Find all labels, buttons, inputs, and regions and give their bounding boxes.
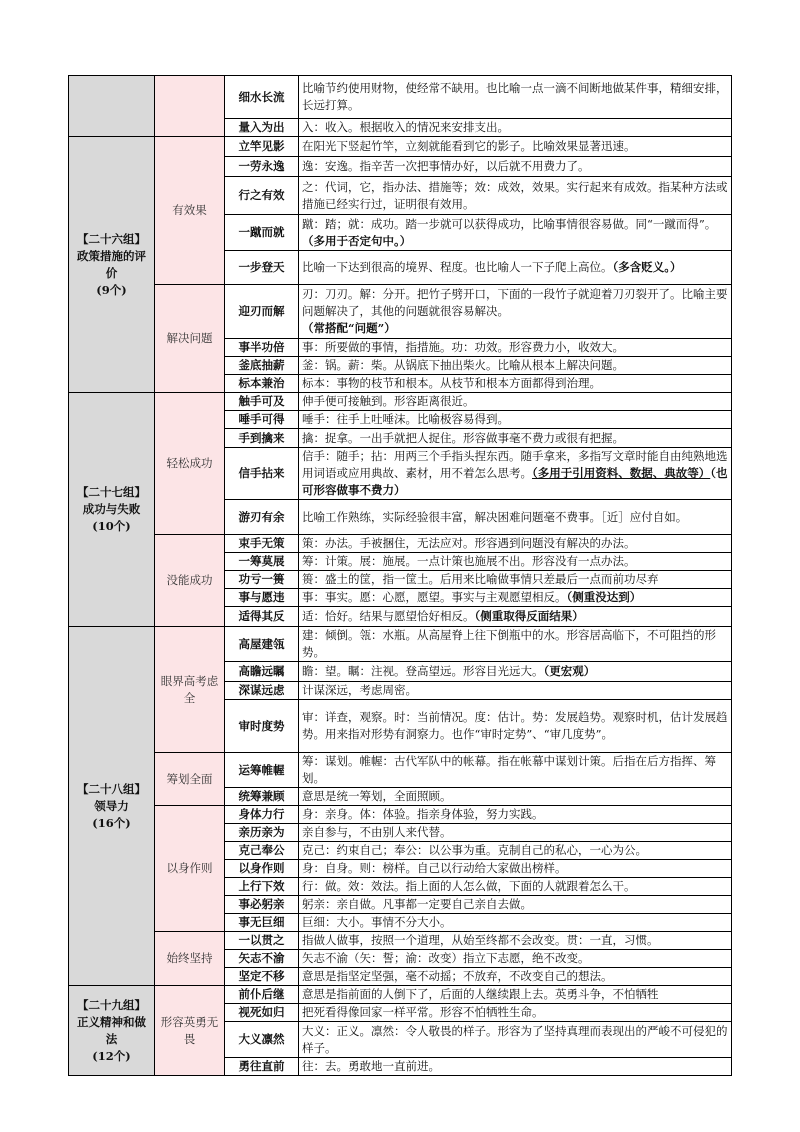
definition-cell: 伸手便可接触到。形容距离很近。 xyxy=(299,393,732,411)
idiom-cell: 事必躬亲 xyxy=(225,896,299,914)
idiom-cell: 深谋远虑 xyxy=(225,682,299,700)
group-title: 【二十九组】正义精神和做法 xyxy=(77,997,146,1046)
usage-note: （更宏观） xyxy=(543,664,596,678)
definition-cell: 入：收入。根据收入的情况来安排支出。 xyxy=(299,119,732,137)
subgroup-cell: 眼界高考虑全 xyxy=(155,627,225,753)
definition-cell: 身：亲身。体：体验。指亲身体验，努力实践。 xyxy=(299,806,732,824)
table-row xyxy=(69,753,732,788)
group-cell xyxy=(69,393,155,627)
definition-text: 信手：随手；拈：用两三个手指头捏东西。随手拿来，多指写文章时能自由纯熟地选用词语或应用典故、素材，用不着怎么思考。 xyxy=(302,449,728,480)
definition-cell xyxy=(299,607,732,627)
idiom-cell: 适得其反 xyxy=(225,607,299,627)
definition-cell: 在阳光下竖起竹竿，立刻就能看到它的影子。比喻效果显著迅速。 xyxy=(299,137,732,157)
table-row xyxy=(69,627,732,662)
definition-cell: 逸：安逸。指辛苦一次把事情办好，以后就不用费力了。 xyxy=(299,157,732,177)
idiom-cell: 一蹴而就 xyxy=(225,215,299,251)
definition-cell: 计谋深远，考虑周密。 xyxy=(299,682,732,700)
definition-cell: 意思是指坚定坚强，毫不动摇；不放弃，不改变自己的想法。 xyxy=(299,968,732,986)
usage-note: （侧重没达到） xyxy=(566,590,642,604)
table-row xyxy=(69,932,732,950)
group-cell xyxy=(69,76,155,137)
definition-cell: 大义：正义。凛然：令人敬畏的样子。形容为了坚持真理而表现出的严峻不可侵犯的样子。 xyxy=(299,1022,732,1058)
definition-cell xyxy=(299,589,732,607)
table-row xyxy=(69,76,732,119)
subgroup-cell: 解决问题 xyxy=(155,285,225,393)
definition-text: 瞻：望。瞩：注视。登高望远。形容目光远大。 xyxy=(302,664,544,678)
idiom-cell: 审时度势 xyxy=(225,700,299,753)
group-cell xyxy=(69,137,155,393)
table-row xyxy=(69,806,732,824)
usage-note: （多用于引用资料、数据、典故等） xyxy=(532,466,711,480)
idiom-cell: 游刃有余 xyxy=(225,500,299,535)
definition-cell: 意思是统一筹划，全面照顾。 xyxy=(299,788,732,806)
group-count: (16个) xyxy=(92,815,131,830)
idiom-cell: 束手无策 xyxy=(225,535,299,553)
idiom-cell: 一步登天 xyxy=(225,251,299,285)
definition-text: 事：事实。愿：心愿，愿望。事实与主观愿望相反。 xyxy=(302,590,567,604)
idiom-cell: 一筹莫展 xyxy=(225,553,299,571)
subgroup-cell: 轻松成功 xyxy=(155,393,225,535)
definition-cell: 指做人做事，按照一个道理，从始至终都不会改变。贯：一直，习惯。 xyxy=(299,932,732,950)
idiom-cell: 亲历亲为 xyxy=(225,824,299,842)
definition-cell: 擒：捉拿。一出手就把人捉住。形容做事毫不费力或很有把握。 xyxy=(299,429,732,448)
idiom-cell: 信手拈来 xyxy=(225,448,299,500)
idiom-cell: 身体力行 xyxy=(225,806,299,824)
definition-cell: 行：做。效：效法。指上面的人怎么做，下面的人就跟着怎么干。 xyxy=(299,878,732,896)
idiom-cell: 手到擒来 xyxy=(225,429,299,448)
definition-text: 蹴：踏；就：成功。踏一步就可以获得成功，比喻事情很容易做。同“一蹴而得”。 xyxy=(302,216,717,231)
idiom-cell: 迎刃而解 xyxy=(225,285,299,339)
subgroup-cell: 没能成功 xyxy=(155,535,225,627)
definition-cell: 比喻工作熟练，实际经验很丰富，解决困难问题毫不费事。［近］应付自如。 xyxy=(299,500,732,535)
definition-cell: 审：详查，观察。时：当前情况。度：估计。势：发展趋势。观察时机，估计发展趋势。用来指对形势有洞察力。也作“审时定势”、“审几度势”。 xyxy=(299,700,732,753)
definition-cell: 筹：计策。展：施展。一点计策也施展不出。形容没有一点办法。 xyxy=(299,553,732,571)
subgroup-cell: 有效果 xyxy=(155,137,225,285)
idiom-cell: 勇往直前 xyxy=(225,1058,299,1076)
table-row xyxy=(69,137,732,157)
idiom-cell: 前仆后继 xyxy=(225,986,299,1004)
definition-cell: 意思是指前面的人倒下了，后面的人继续跟上去。英勇斗争，不怕牺牲 xyxy=(299,986,732,1004)
idiom-cell: 高瞻远瞩 xyxy=(225,662,299,682)
definition-cell: 唾手：往手上吐唾沫。比喻极容易得到。 xyxy=(299,411,732,429)
idiom-cell: 标本兼治 xyxy=(225,375,299,393)
table-row xyxy=(69,535,732,553)
definition-cell: 往：去。勇敢地一直前进。 xyxy=(299,1058,732,1076)
idiom-cell: 大义凛然 xyxy=(225,1022,299,1058)
idiom-cell: 功亏一篑 xyxy=(225,571,299,589)
idiom-cell: 一以贯之 xyxy=(225,932,299,950)
usage-note-2: （也可形容做事不费力） xyxy=(302,466,728,497)
definition-cell xyxy=(299,215,732,251)
subgroup-cell: 以身作则 xyxy=(155,806,225,932)
subgroup-cell xyxy=(155,76,225,137)
definition-cell: 之：代词，它，指办法、措施等；效：成效，效果。实行起来有成效。指某种方法或措施已经实行过，证明很有效用。 xyxy=(299,177,732,215)
usage-note: （多用于否定句中。） xyxy=(302,233,412,248)
idiom-cell: 立竿见影 xyxy=(225,137,299,157)
idiom-cell: 高屋建瓴 xyxy=(225,627,299,662)
group-count: (9个) xyxy=(96,282,127,297)
idiom-cell: 量入为出 xyxy=(225,119,299,137)
idiom-cell: 运筹帷幄 xyxy=(225,753,299,788)
definition-cell xyxy=(299,662,732,682)
idiom-cell: 视死如归 xyxy=(225,1004,299,1022)
group-cell xyxy=(69,627,155,986)
definition-cell: 建：倾倒。瓴：水瓶。从高屋脊上往下倒瓶中的水。形容居高临下，不可阻挡的形势。 xyxy=(299,627,732,662)
definition-cell: 标本：事物的枝节和根本。从枝节和根本方面都得到治理。 xyxy=(299,375,732,393)
idiom-cell: 唾手可得 xyxy=(225,411,299,429)
definition-text: 刃：刀刃。解：分开。把竹子劈开口，下面的一段竹子就迎着刀刃裂开了。比喻主要问题解决了，其他的问题就很容易解决。 xyxy=(302,287,728,318)
definition-cell: 巨细：大小。事情不分大小。 xyxy=(299,914,732,932)
definition-cell: 比喻节约使用财物，使经常不缺用。也比喻一点一滴不间断地做某件事，精细安排，长远打算。 xyxy=(299,76,732,119)
idiom-cell: 统筹兼顾 xyxy=(225,788,299,806)
definition-cell: 躬亲：亲自做。凡事都一定要自己亲自去做。 xyxy=(299,896,732,914)
idiom-cell: 坚定不移 xyxy=(225,968,299,986)
idiom-cell: 细水长流 xyxy=(225,76,299,119)
subgroup-cell: 筹划全面 xyxy=(155,753,225,806)
definition-cell xyxy=(299,285,732,339)
subgroup-cell: 始终坚持 xyxy=(155,932,225,986)
definition-cell: 篑：盛土的筐，指一筐土。后用来比喻做事情只差最后一点而前功尽弃 xyxy=(299,571,732,589)
table-row xyxy=(69,393,732,411)
group-cell xyxy=(69,986,155,1076)
group-count: (12个) xyxy=(92,1048,131,1063)
idiom-cell: 事半功倍 xyxy=(225,339,299,357)
idiom-cell: 行之有效 xyxy=(225,177,299,215)
group-title: 【二十八组】领导力 xyxy=(77,781,146,813)
idiom-cell: 克己奉公 xyxy=(225,842,299,860)
usage-note: （侧重取得反面结果） xyxy=(474,609,584,623)
definition-cell: 事：所要做的事情，指措施。功：功效。形容费力小，收效大。 xyxy=(299,339,732,357)
idiom-cell: 触手可及 xyxy=(225,393,299,411)
definition-text: 适：恰好。结果与愿望恰好相反。 xyxy=(302,609,475,623)
definition-cell: 筹：谋划。帷幄：古代军队中的帐幕。指在帐幕中谋划计策。后指在后方指挥、筹划。 xyxy=(299,753,732,788)
definition-cell: 身：自身。则：榜样。自己以行动给大家做出榜样。 xyxy=(299,860,732,878)
group-title: 【二十六组】政策措施的评价 xyxy=(77,231,146,280)
usage-note: （多含贬义。） xyxy=(612,260,682,274)
idiom-cell: 事无巨细 xyxy=(225,914,299,932)
definition-cell: 矢志不渝（矢：誓；渝：改变）指立下志愿，绝不改变。 xyxy=(299,950,732,968)
idiom-cell: 上行下效 xyxy=(225,878,299,896)
idiom-cell: 以身作则 xyxy=(225,860,299,878)
definition-cell: 亲自参与，不由别人来代替。 xyxy=(299,824,732,842)
definition-cell: 釜：锅。薪：柴。从锅底下抽出柴火。比喻从根本上解决问题。 xyxy=(299,357,732,375)
idiom-cell: 釜底抽薪 xyxy=(225,357,299,375)
definition-cell: 把死看得像回家一样平常。形容不怕牺牲生命。 xyxy=(299,1004,732,1022)
usage-note: （常搭配“问题”） xyxy=(302,321,396,335)
definition-cell xyxy=(299,448,732,500)
idiom-cell: 一劳永逸 xyxy=(225,157,299,177)
definition-cell xyxy=(299,251,732,285)
definition-cell: 克己：约束自己；奉公：以公事为重。克制自己的私心，一心为公。 xyxy=(299,842,732,860)
table-row xyxy=(69,285,732,339)
group-title: 【二十七组】成功与失败 xyxy=(77,485,146,516)
idiom-table xyxy=(68,75,732,1076)
subgroup-cell: 形容英勇无畏 xyxy=(155,986,225,1076)
idiom-cell: 事与愿违 xyxy=(225,589,299,607)
definition-cell: 策：办法。手被捆住，无法应对。形容遇到问题没有解决的办法。 xyxy=(299,535,732,553)
table-row xyxy=(69,986,732,1004)
idiom-cell: 矢志不渝 xyxy=(225,950,299,968)
definition-text: 比喻一下达到很高的境界、程度。也比喻人一下子爬上高位。 xyxy=(302,260,613,274)
group-count: (10个) xyxy=(92,519,131,533)
